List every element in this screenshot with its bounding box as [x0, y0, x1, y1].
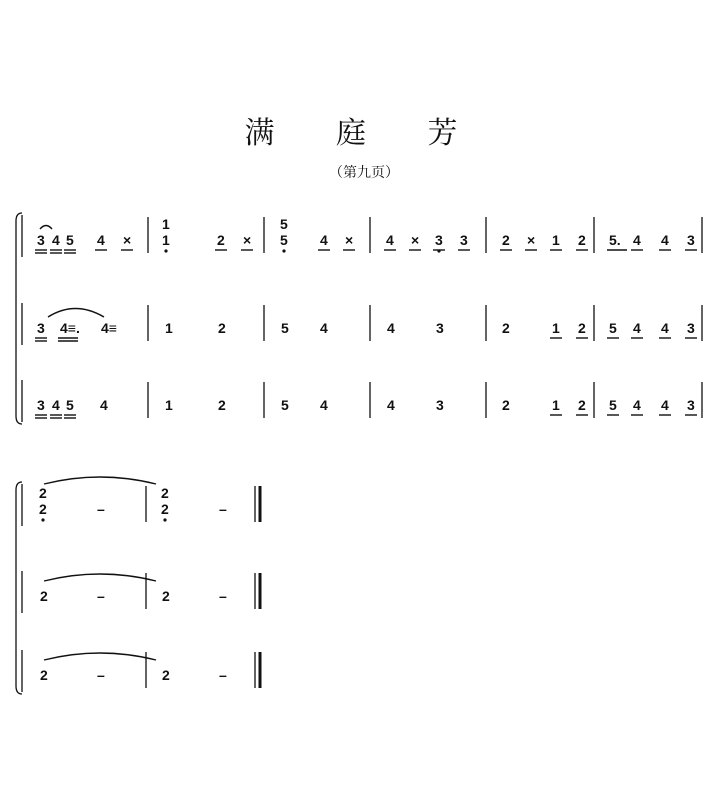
system1-row3-m1-note0: 1	[165, 397, 173, 413]
system1-row2-m1-note1: 2	[218, 320, 226, 336]
system2-row2-m0-note0: 2	[40, 588, 48, 604]
page-title: 满 庭 芳	[244, 116, 484, 151]
system1-row1-m4-note3: 2	[578, 232, 586, 248]
system1-row1-m2-note2: ×	[345, 232, 354, 248]
system1-row1-m0-note0: 3	[37, 232, 45, 248]
system1-row3-m5-note1: 4	[633, 397, 641, 413]
system1-row3-m1-note1: 2	[218, 397, 226, 413]
system1-row1-m4-note0: 2	[502, 232, 510, 248]
system2-row2-m1-note1: –	[219, 588, 227, 604]
system1-row1-m1-note0-upper: 1	[162, 216, 170, 232]
system2-row1-m1-note1: –	[219, 501, 227, 517]
tie-row2	[44, 574, 156, 581]
system1-row2-m3-note1: 3	[436, 320, 444, 336]
system2-row1-m0-note0-upper: 2	[39, 485, 47, 501]
system1-row2-m5-note3: 3	[687, 320, 695, 336]
system1-row1-m5-note1: 4	[633, 232, 641, 248]
system1-row2-m3-note0: 4	[387, 320, 395, 336]
system1-row1-m0-note3: 4	[97, 232, 105, 248]
system1-row1-m1-note0-low-dot	[164, 249, 167, 252]
system2-row3-m0-note1: –	[97, 667, 105, 683]
system1-row3-m5-note0: 5	[609, 397, 617, 413]
system1-row1-m2-note0-low-dot	[282, 249, 285, 252]
system2-row3-m1-note0: 2	[162, 667, 170, 683]
system1-row1-m1-note0: 1	[162, 232, 170, 248]
system1-row3-m0-note3: 4	[100, 397, 108, 413]
system1-row2-m4-note1: 1	[552, 320, 560, 336]
slur-mark-2	[48, 309, 104, 318]
system1-row2-m1-note0: 1	[165, 320, 173, 336]
system2-left-brace	[16, 482, 22, 694]
system1-row3-m3-note1: 3	[436, 397, 444, 413]
system1-row1-m5-note0: 5.	[609, 232, 621, 248]
system1-row3-m0-note0: 3	[37, 397, 45, 413]
system1-left-brace	[16, 213, 22, 424]
system2-row1-m0-note1: –	[97, 501, 105, 517]
system1-row2-m0-note0: 3	[37, 320, 45, 336]
system1-row3-m2-note1: 4	[320, 397, 328, 413]
system1-row3-m5-note3: 3	[687, 397, 695, 413]
system1-row2-m2-note0: 5	[281, 320, 289, 336]
system1-row1-m0-note4: ×	[123, 232, 132, 248]
system1-row3-m0-note2: 5	[66, 397, 74, 413]
system1-row2-m0-note1: 4≡.	[60, 320, 80, 336]
system1-row1-m5-note3: 3	[687, 232, 695, 248]
system2-row1-m1-note0-low-dot	[163, 518, 166, 521]
tie-row3	[44, 653, 156, 660]
system1-row1-m4-note1: ×	[527, 232, 536, 248]
system1-row3-m3-note0: 4	[387, 397, 395, 413]
system2-row3-m1-note1: –	[219, 667, 227, 683]
system1-row2-m2-note1: 4	[320, 320, 328, 336]
tie-row1	[44, 477, 156, 484]
system2-row1-m1-note0-upper: 2	[161, 485, 169, 501]
system1-row3-m4-note0: 2	[502, 397, 510, 413]
system1-row1-m5-note2: 4	[661, 232, 669, 248]
system2-row3-m0-note0: 2	[40, 667, 48, 683]
system2-row1-m0-note0-low-dot	[41, 518, 44, 521]
system1-row3-m0-note1: 4	[52, 397, 60, 413]
system1-row3-m4-note1: 1	[552, 397, 560, 413]
system1-row1-m3-note0: 4	[386, 232, 394, 248]
system1-row1-m1-note1: 2	[217, 232, 225, 248]
system2-row1-m1-note0: 2	[161, 501, 169, 517]
page-subtitle: （第九页）	[329, 165, 399, 181]
system1-row2-m4-note2: 2	[578, 320, 586, 336]
system1-row1-m3-note1: ×	[411, 232, 420, 248]
system1-row1-m3-note3: 3	[460, 232, 468, 248]
system1-row3-m2-note0: 5	[281, 397, 289, 413]
system2-row2-m1-note0: 2	[162, 588, 170, 604]
system1-row1-m2-note0-upper: 5	[280, 216, 288, 232]
system1-row2-m5-note0: 5	[609, 320, 617, 336]
system1-row1-m2-note0: 5	[280, 232, 288, 248]
system1-row1-m3-note2: 3	[435, 232, 443, 248]
system1-row1-m0-note1: 4	[52, 232, 60, 248]
system1-row1-m1-note2: ×	[243, 232, 252, 248]
system2-row1-m0-note0: 2	[39, 501, 47, 517]
system1-row1-m4-note2: 1	[552, 232, 560, 248]
slur-mark-1	[40, 226, 52, 230]
system1-row2-m5-note1: 4	[633, 320, 641, 336]
system1-row3-m4-note2: 2	[578, 397, 586, 413]
system2-row2-m0-note1: –	[97, 588, 105, 604]
system1-row1-m0-note2: 5	[66, 232, 74, 248]
system1-row2-m5-note2: 4	[661, 320, 669, 336]
system1-row1-m2-note1: 4	[320, 232, 328, 248]
system1-row2-m0-note2: 4≡	[101, 320, 117, 336]
system1-row3-m5-note2: 4	[661, 397, 669, 413]
system1-row2-m4-note0: 2	[502, 320, 510, 336]
